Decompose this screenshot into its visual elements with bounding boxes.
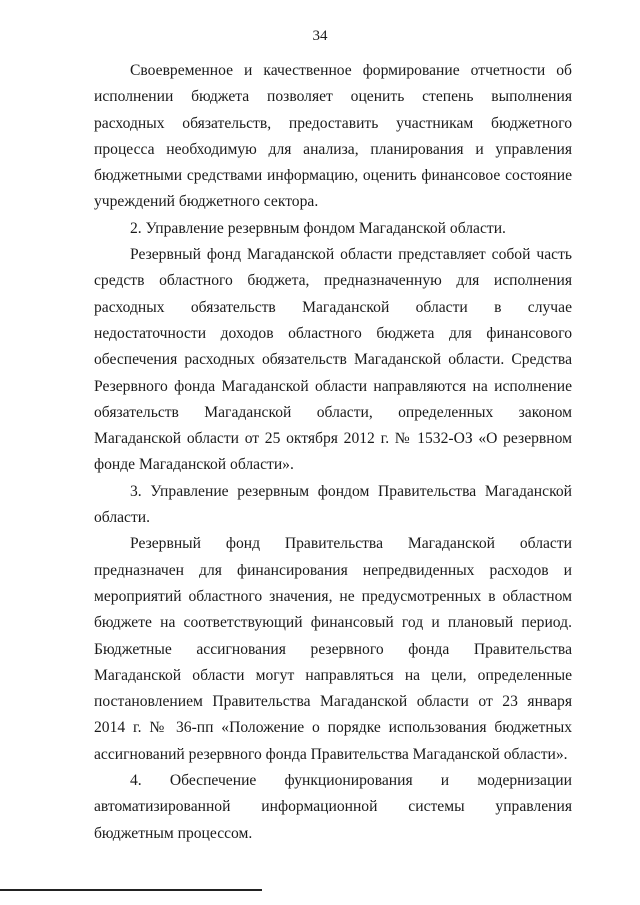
- paragraph-government-reserve-fund: Резервный фонд Правительства Магаданской области предназначен для финансирования непредвиденных расходов и мероприятий областного значения, не предусмотренных в областном бюджете на соответствующий финансовый год и плановый период. Бюджетные ассигнования резервного фонда Правительства Магаданской области могут направляться на цели, определенные постановлением Правительства Магаданской области от 23 января 2014 г. № 36-пп «Положение о порядке использования бюджетных ассигнований резервного фонда Правительства Магаданской области».: [94, 535, 572, 763]
- section-heading-information-system: 4. Обеспечение функционирования и модернизации автоматизированной информационной системы управления бюджетным процессом.: [94, 772, 572, 842]
- footer-rule: [0, 889, 262, 891]
- section-heading-government-reserve-fund: 3. Управление резервным фондом Правительства Магаданской области.: [94, 482, 572, 527]
- paragraph-reporting: Своевременное и качественное формирование отчетности об исполнении бюджета позволяет оценить степень выполнения расходных обязательств, предоставить участникам бюджетного процесса необходимую для анализа, планирования и управления бюджетными средствами информацию, оценить финансовое состояние учреждений бюджетного сектора.: [94, 62, 572, 211]
- document-body: [94, 58, 572, 847]
- paragraph-reserve-fund: Резервный фонд Магаданской области представляет собой часть средств областного бюджета, предназначенную для исполнения расходных обязательств Магаданской области в случае недостаточности доходов областного бюджета для финансового обеспечения расходных обязательств Магаданской области. Средства Резервного фонда Магаданской области направляются на исполнение обязательств Магаданской области, определенных законом Магаданской области от 25 октября 2012 г. № 1532-ОЗ «О резервном фонде Магаданской области».: [94, 246, 572, 474]
- section-heading-reserve-fund: 2. Управление резервным фондом Магаданской области.: [130, 219, 506, 237]
- page-number: 34: [312, 28, 328, 44]
